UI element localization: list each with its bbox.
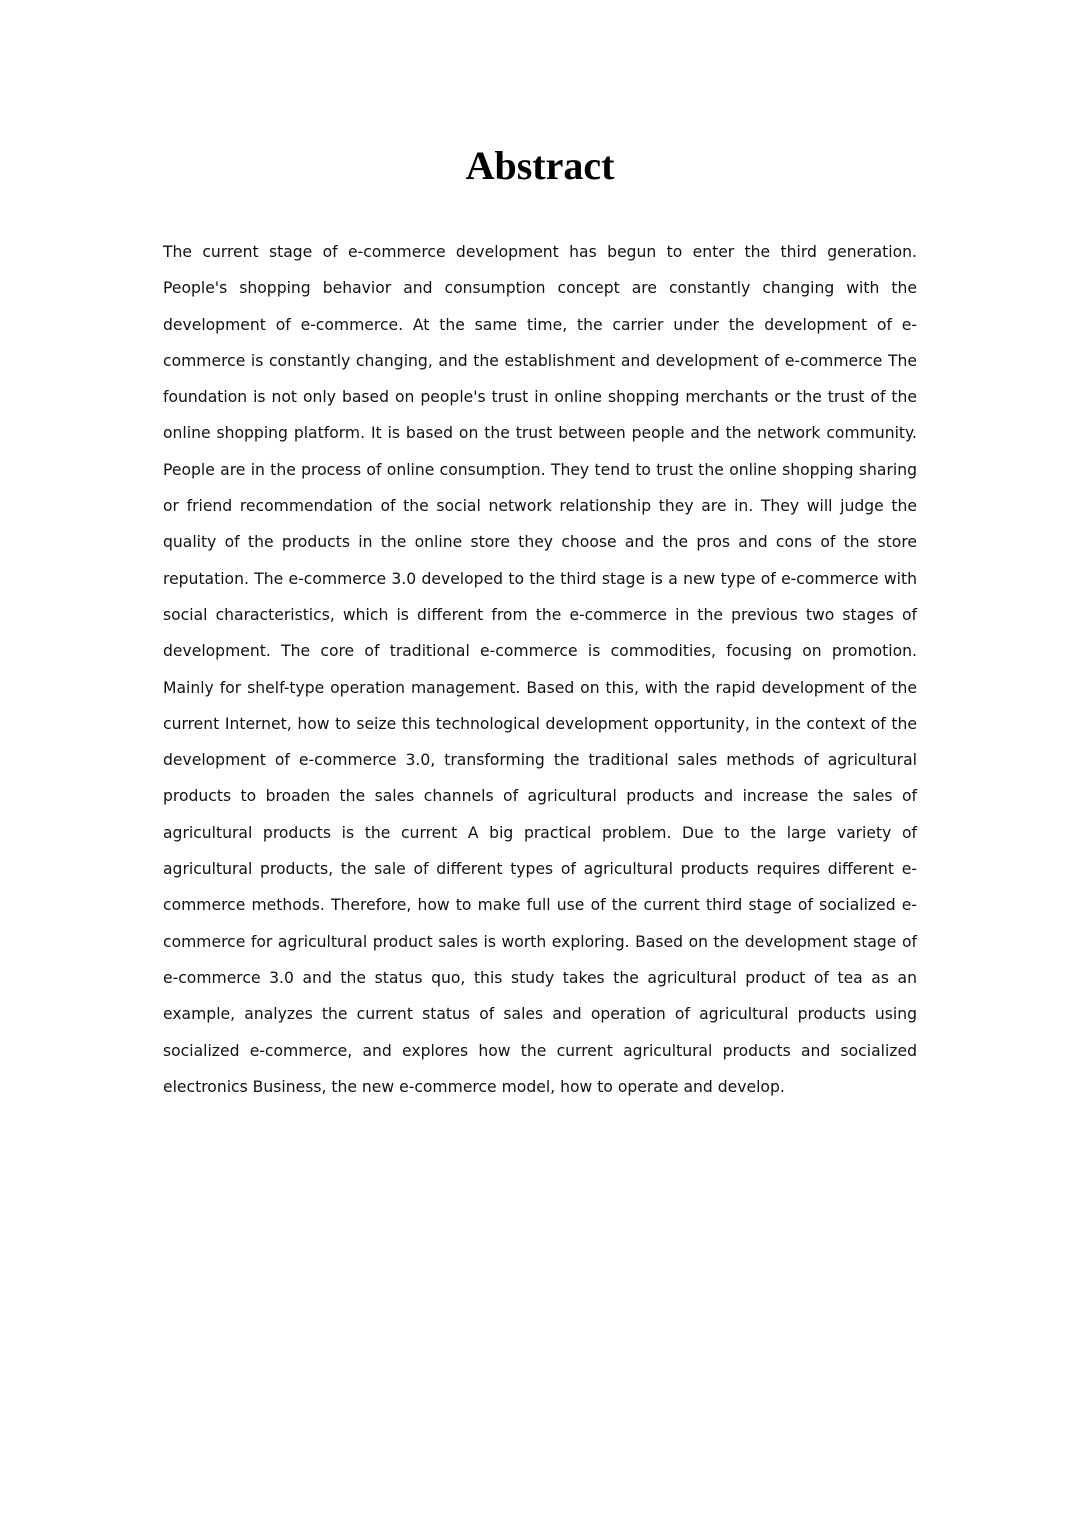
page-title: Abstract — [465, 143, 615, 188]
abstract-paragraph: The current stage of e-commerce development has begun to enter the third generation. People's shopping behavior and consumption concept are constantly changing with the development of e-commerce. At the same time, the carrier under the development of e-commerce is constantly changing, and the establishment and development of e-commerce The foundation is not only based on people's trust in online shopping merchants or the trust of the online shopping platform. It is based on the trust between people and the network community. People are in the process of online consumption. They tend to trust the online shopping sharing or friend recommendation of the social network relationship they are in. They will judge the quality of the products in the online store they choose and the pros and cons of the store reputation. The e-commerce 3.0 developed to the third stage is a new type of e-commerce with social characteristics, which is different from the e-commerce in the previous two stages of development. The core of traditional e-commerce is commodities, focusing on promotion. Mainly for shelf-type operation management. Based on this, with the rapid development of the current Internet, how to seize this technological development opportunity, in the context of the development of e-commerce 3.0, transforming the traditional sales methods of agricultural products to broaden the sales channels of agricultural products and increase the sales of agricultural products is the current A big practical problem. Due to the large variety of agricultural products, the sale of different types of agricultural products requires different e-commerce methods. Therefore, how to make full use of the current third stage of socialized e-commerce for agricultural product sales is worth exploring. Based on the development stage of e-commerce 3.0 and the status quo, this study takes the agricultural product of tea as an example, analyzes the current status of sales and operation of agricultural products using socialized e-commerce, and explores how the current agricultural products and socialized electronics Business, the new e-commerce model, how to operate and develop. — [163, 243, 917, 1096]
